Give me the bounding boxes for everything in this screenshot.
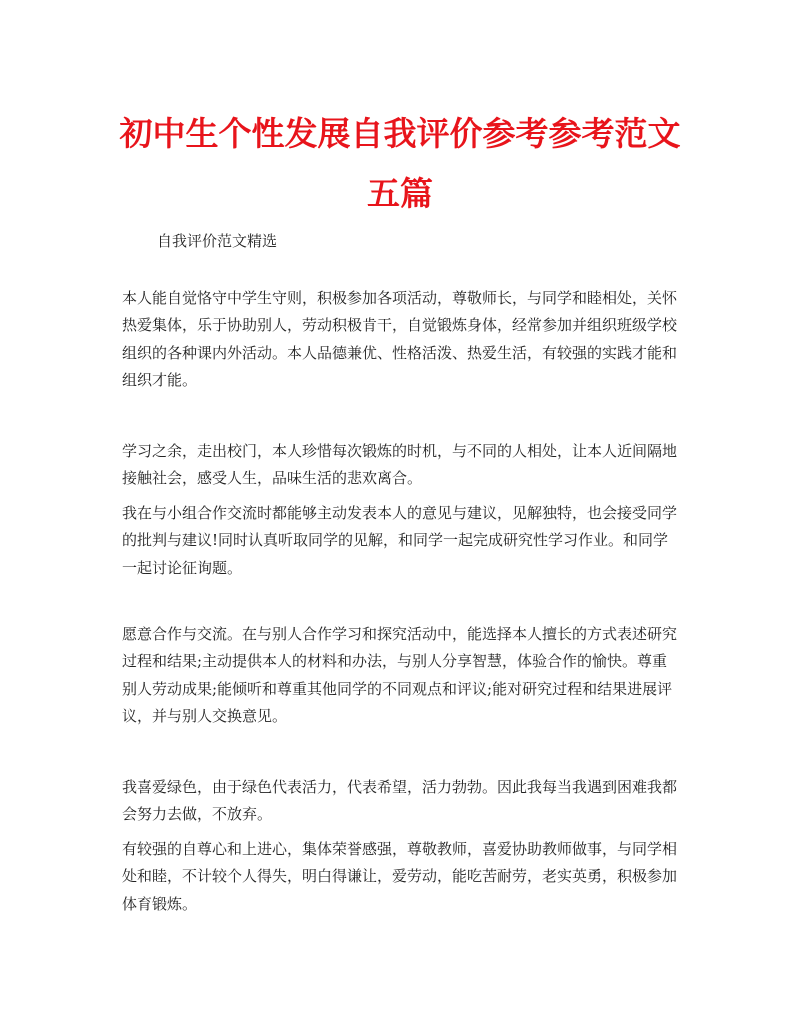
- paragraph-text: 有较强的自尊心和上进心，集体荣誉感强，尊敬教师，喜爱协助教师做事，与同学相处和睦，不计较个人得失，明白得谦让，爱劳动，能吃苦耐劳，老实英勇，积极参加体育锻炼。: [122, 840, 678, 913]
- paragraph-text: 本人能自觉恪守中学生守则，积极参加各项活动，尊敬师长，与同学和睦相处，关怀热爱集体，乐于协助别人，劳动积极肯干，自觉锻炼身体，经常参加并组织班级学校组织的各种课内外活动。本人品德兼优、性格活泼、热爱生活，有较强的实践才能和组织才能。: [122, 289, 678, 389]
- subtitle-text: 自我评价范文精选: [157, 232, 278, 250]
- paragraph-text: 我喜爱绿色，由于绿色代表活力，代表希望，活力勃勃。因此我每当我遇到困难我都会努力去做，不放弃。: [122, 778, 678, 824]
- paragraph-3: [122, 500, 682, 582]
- paragraph-text: 我在与小组合作交流时都能够主动发表本人的意见与建议，见解独特，也会接受同学的批判与建议!同时认真听取同学的见解，和同学一起完成研究性学习作业。和同学一起讨论征询题。: [122, 504, 678, 577]
- paragraph-text: 愿意合作与交流。在与别人合作学习和探究活动中，能选择本人擅长的方式表述研究过程和结果;主动提供本人的材料和办法，与别人分享智慧，体验合作的愉快。尊重别人劳动成果;能倾听和尊重其他同学的不同观点和评议;能对研究过程和结果进展评议，并与别人交换意见。: [122, 625, 678, 725]
- paragraph-6: [122, 836, 682, 918]
- paragraph-1: [122, 285, 682, 394]
- document-subtitle: [157, 228, 677, 255]
- document-title: 初中生个性发展自我评价参考参考范文五篇: [119, 114, 681, 213]
- paragraph-text: 学习之余，走出校门，本人珍惜每次锻炼的时机，与不同的人相处，让本人近间隔地接触社会，感受人生，品味生活的悲欢离合。: [122, 442, 678, 488]
- paragraph-2: [122, 438, 682, 493]
- paragraph-4: [122, 621, 682, 730]
- paragraph-5: [122, 774, 682, 829]
